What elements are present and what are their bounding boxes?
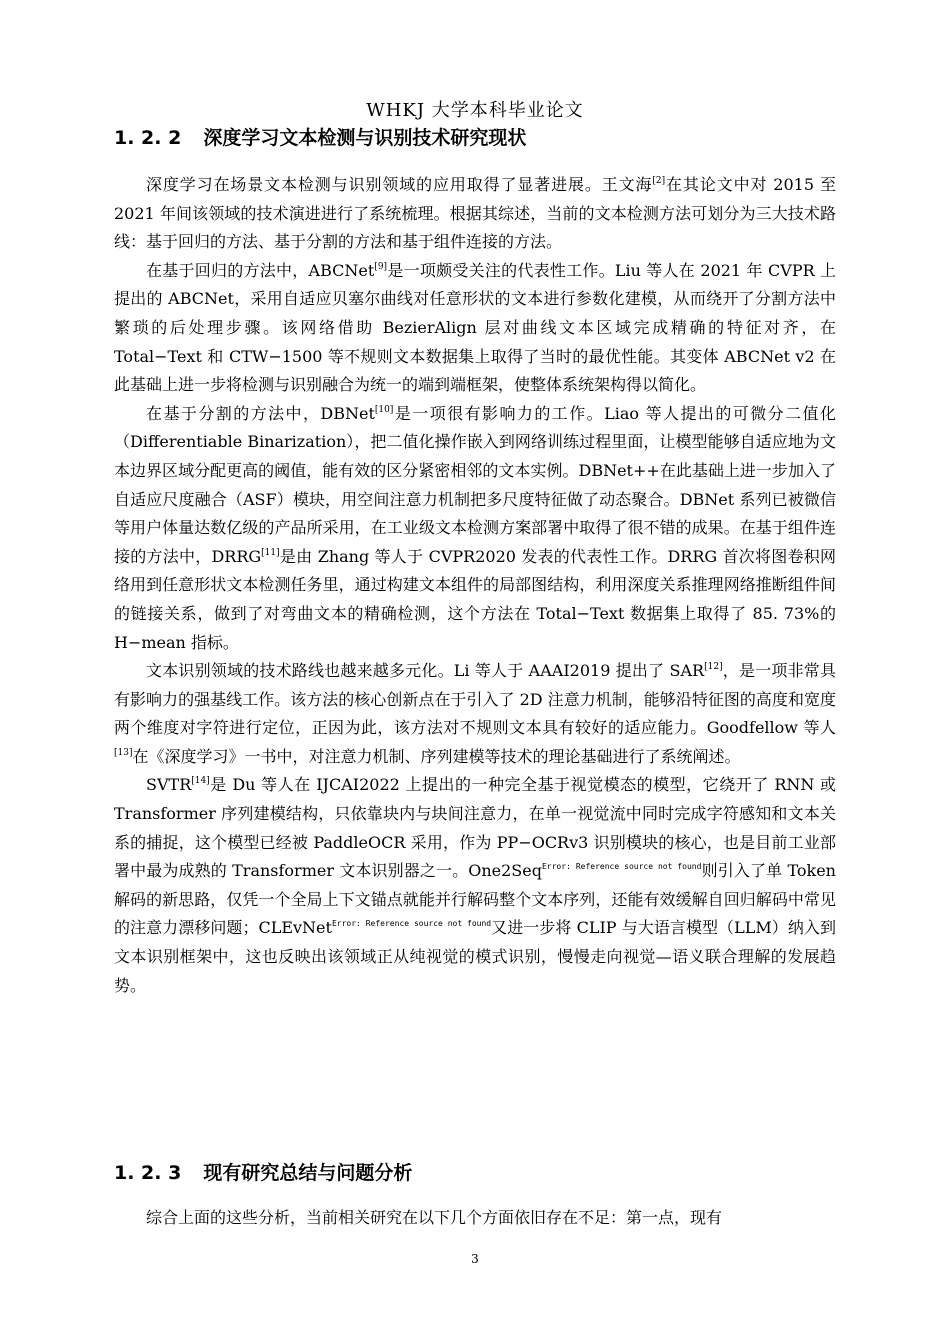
citation-error: Error: Reference source not found [331,919,492,929]
citation: [10] [374,404,394,415]
section-heading-1-2-3 [114,1158,412,1185]
citation: [2] [652,176,666,186]
section-number: 1. 2. 3 [114,1162,182,1184]
paragraph-4: 文本识别领域的技术路线也越来越多元化。Li 等人于 AAAI2019 提出了 SAR[12]，是一项非常具有影响力的强基线工作。该方法的核心创新点在于引入了 2D 注意力机制，能够沿特征图的高度和宽度两个维度对字符进行定位，正因为此，该方法对不规则文本具有较好的适应能力。Goodfellow 等人[13]在《深度学习》一书中，对注意力机制、序列建模等技术的理论基础进行了系统阐述。 [114,661,836,766]
citation: [13] [114,747,133,758]
body-text [114,171,836,1000]
paragraph-1: 深度学习在场景文本检测与识别领域的应用取得了显著进展。王文海[2]在其论文中对 2015 至 2021 年间该领域的技术演进进行了系统梳理。根据其综述，当前的文本检测方法可划分为三大技术路线：基于回归的方法、基于分割的方法和基于组件连接的方法。 [114,175,836,252]
running-header: WHKJ 大学本科毕业论文 [366,100,584,121]
paragraph-6: 综合上面的这些分析，当前相关研究在以下几个方面依旧存在不足：第一点，现有 [146,1208,723,1227]
citation: [11] [261,547,280,558]
section-title: 现有研究总结与问题分析 [203,1162,413,1184]
paragraph-3: 在基于分割的方法中，DBNet[10]是一项很有影响力的工作。Liao 等人提出的可微分二值化（Differentiable Binarization），把二值化操作嵌入到网络训练过程里面，让模型能够自适应地为文本边界区域分配更高的阈值，能有效的区分紧密相邻的文本实例。DBNet++在此基础上进一步加入了自适应尺度融合（ASF）模块，用空间注意力机制把多尺度特征做了动态聚合。DBNet 系列已被微信等用户体量达数亿级的产品所采用，在工业级文本检测方案部署中取得了很不错的成果。在基于组件连接的方法中，DRRG[11]是由 Zhang 等人于 CVPR2020 发表的代表性工作。DRRG 首次将图卷积网络用到任意形状文本检测任务里，通过构建文本组件的局部图结构，利用深度关系推理网络推断组件间的链接关系，做到了对弯曲文本的精确检测，这个方法在 Total−Text 数据集上取得了 85. 73%的 H−mean 指标。 [114,403,836,652]
citation: [14] [191,776,210,787]
body-text-continued [114,1204,836,1233]
citation: [9] [374,261,388,272]
citation: [12] [704,662,723,673]
section-number: 1. 2. 2 [114,127,182,149]
page-number: 3 [471,1252,479,1266]
section-title: 深度学习文本检测与识别技术研究现状 [203,127,527,149]
paragraph-5: SVTR[14]是 Du 等人在 IJCAI2022 上提出的一种完全基于视觉模态的模型，它绕开了 RNN 或 Transformer 序列建模结构，只依靠块内与块间注意力，在单一视觉流中同时完成字符感知和文本关系的捕捉，这个模型已经被 PaddleOCR 采用，作为 PP−OCRv3 识别模块的核心，也是目前工业部署中最为成熟的 Transformer 文本识别器之一。One2Seq$^{Error: Reference source not found}$则引入了单 Token 解码的新思路，仅凭一个全局上下文锚点就能并行解码整个文本序列，还能有效缓解自回归解码中常见的注意力漂移问题；CLEvNet$^{Error: Reference source not found}$又进一步将 CLIP 与大语言模型（LLM）纳入到文本识别框架中，这也反映出该领域正从纯视觉的模式识别，慢慢走向视觉—语义联合理解的发展趋势。 [114,775,836,995]
paragraph-2: 在基于回归的方法中，ABCNet[9]是一项颇受关注的代表性工作。Liu 等人在 2021 年 CVPR 上提出的 ABCNet，采用自适应贝塞尔曲线对任意形状的文本进行参数化建模，从而绕开了分割方法中繁琐的后处理步骤。该网络借助 BezierAlign 层对曲线文本区域完成精确的特征对齐，在 Total−Text 和 CTW−1500 等不规则文本数据集上取得了当时的最优性能。其变体 ABCNet v2 在此基础上进一步将检测与识别融合为统一的端到端框架，使整体系统架构得以简化。 [114,260,836,395]
citation-error: Error: Reference source not found [541,862,702,872]
section-heading-1-2-2 [114,123,526,150]
